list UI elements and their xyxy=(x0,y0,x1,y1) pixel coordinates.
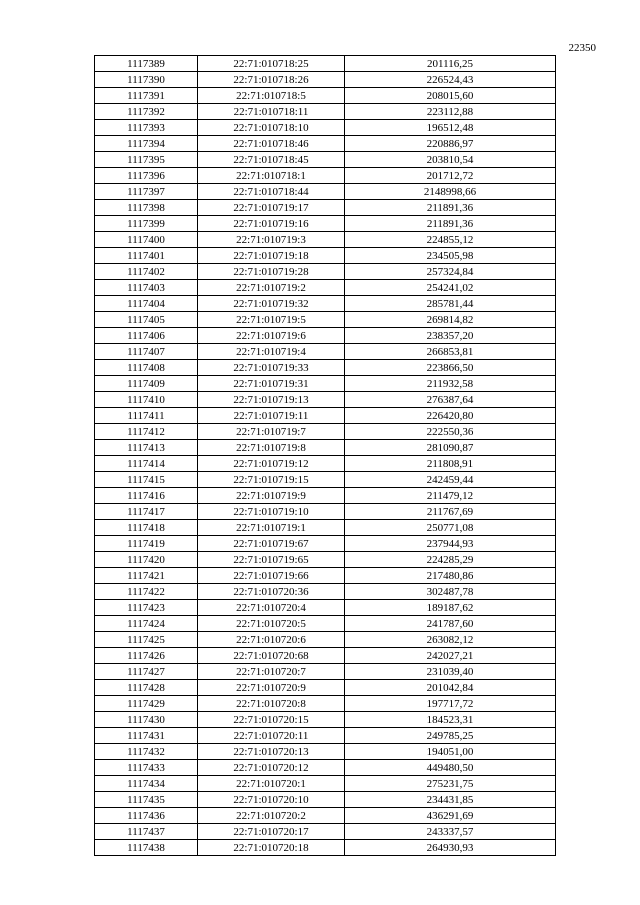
cadastral-number-cell: 22:71:010719:13 xyxy=(198,392,345,408)
row-number-cell: 1117416 xyxy=(95,488,198,504)
table-row xyxy=(95,760,556,776)
cadastral-number-cell: 22:71:010718:11 xyxy=(198,104,345,120)
cadastral-value-cell: 208015,60 xyxy=(345,88,556,104)
row-number-cell: 1117425 xyxy=(95,632,198,648)
cadastral-number-cell: 22:71:010719:9 xyxy=(198,488,345,504)
row-number-cell: 1117409 xyxy=(95,376,198,392)
cadastral-number-cell: 22:71:010719:15 xyxy=(198,472,345,488)
table-row xyxy=(95,392,556,408)
table-row xyxy=(95,56,556,72)
row-number-cell: 1117419 xyxy=(95,536,198,552)
cadastral-number-cell: 22:71:010719:67 xyxy=(198,536,345,552)
table-row xyxy=(95,344,556,360)
cadastral-value-cell: 449480,50 xyxy=(345,760,556,776)
cadastral-number-cell: 22:71:010720:12 xyxy=(198,760,345,776)
table-row xyxy=(95,824,556,840)
row-number-cell: 1117427 xyxy=(95,664,198,680)
table-body xyxy=(95,56,556,856)
cadastral-value-cell: 220886,97 xyxy=(345,136,556,152)
cadastral-number-cell: 22:71:010720:68 xyxy=(198,648,345,664)
table-row xyxy=(95,600,556,616)
row-number-cell: 1117434 xyxy=(95,776,198,792)
row-number-cell: 1117389 xyxy=(95,56,198,72)
row-number-cell: 1117415 xyxy=(95,472,198,488)
row-number-cell: 1117432 xyxy=(95,744,198,760)
cadastral-number-cell: 22:71:010720:6 xyxy=(198,632,345,648)
table-row xyxy=(95,568,556,584)
table-row xyxy=(95,584,556,600)
cadastral-value-cell: 436291,69 xyxy=(345,808,556,824)
table-row xyxy=(95,632,556,648)
row-number-cell: 1117431 xyxy=(95,728,198,744)
row-number-cell: 1117433 xyxy=(95,760,198,776)
cadastral-number-cell: 22:71:010719:7 xyxy=(198,424,345,440)
cadastral-number-cell: 22:71:010718:44 xyxy=(198,184,345,200)
cadastral-value-cell: 234431,85 xyxy=(345,792,556,808)
cadastral-number-cell: 22:71:010720:5 xyxy=(198,616,345,632)
row-number-cell: 1117399 xyxy=(95,216,198,232)
cadastral-value-cell: 2148998,66 xyxy=(345,184,556,200)
cadastral-number-cell: 22:71:010720:15 xyxy=(198,712,345,728)
cadastral-number-cell: 22:71:010719:4 xyxy=(198,344,345,360)
cadastral-number-cell: 22:71:010719:10 xyxy=(198,504,345,520)
table-row xyxy=(95,296,556,312)
row-number-cell: 1117406 xyxy=(95,328,198,344)
cadastral-value-cell: 242459,44 xyxy=(345,472,556,488)
row-number-cell: 1117392 xyxy=(95,104,198,120)
cadastral-value-cell: 275231,75 xyxy=(345,776,556,792)
row-number-cell: 1117403 xyxy=(95,280,198,296)
cadastral-value-cell: 250771,08 xyxy=(345,520,556,536)
table-row xyxy=(95,776,556,792)
cadastral-value-cell: 276387,64 xyxy=(345,392,556,408)
row-number-cell: 1117402 xyxy=(95,264,198,280)
cadastral-value-cell: 197717,72 xyxy=(345,696,556,712)
table-row xyxy=(95,792,556,808)
row-number-cell: 1117410 xyxy=(95,392,198,408)
row-number-cell: 1117400 xyxy=(95,232,198,248)
cadastral-value-cell: 238357,20 xyxy=(345,328,556,344)
page-number: 22350 xyxy=(568,42,596,54)
row-number-cell: 1117437 xyxy=(95,824,198,840)
cadastral-value-cell: 231039,40 xyxy=(345,664,556,680)
cadastral-value-cell: 266853,81 xyxy=(345,344,556,360)
cadastral-value-cell: 249785,25 xyxy=(345,728,556,744)
table-row xyxy=(95,72,556,88)
cadastral-value-cell: 257324,84 xyxy=(345,264,556,280)
row-number-cell: 1117428 xyxy=(95,680,198,696)
cadastral-number-cell: 22:71:010719:18 xyxy=(198,248,345,264)
row-number-cell: 1117424 xyxy=(95,616,198,632)
cadastral-value-cell: 211767,69 xyxy=(345,504,556,520)
row-number-cell: 1117423 xyxy=(95,600,198,616)
cadastral-value-cell: 234505,98 xyxy=(345,248,556,264)
cadastral-number-cell: 22:71:010719:16 xyxy=(198,216,345,232)
cadastral-number-cell: 22:71:010719:31 xyxy=(198,376,345,392)
row-number-cell: 1117417 xyxy=(95,504,198,520)
table-row xyxy=(95,552,556,568)
cadastral-value-cell: 201042,84 xyxy=(345,680,556,696)
cadastral-number-cell: 22:71:010720:4 xyxy=(198,600,345,616)
cadastral-number-cell: 22:71:010719:1 xyxy=(198,520,345,536)
row-number-cell: 1117430 xyxy=(95,712,198,728)
cadastral-number-cell: 22:71:010720:36 xyxy=(198,584,345,600)
row-number-cell: 1117391 xyxy=(95,88,198,104)
row-number-cell: 1117435 xyxy=(95,792,198,808)
cadastral-number-cell: 22:71:010718:1 xyxy=(198,168,345,184)
table-row xyxy=(95,104,556,120)
cadastral-value-cell: 217480,86 xyxy=(345,568,556,584)
row-number-cell: 1117396 xyxy=(95,168,198,184)
row-number-cell: 1117420 xyxy=(95,552,198,568)
row-number-cell: 1117414 xyxy=(95,456,198,472)
cadastral-value-cell: 226524,43 xyxy=(345,72,556,88)
row-number-cell: 1117426 xyxy=(95,648,198,664)
row-number-cell: 1117397 xyxy=(95,184,198,200)
table-row xyxy=(95,312,556,328)
cadastral-value-cell: 223112,88 xyxy=(345,104,556,120)
cadastral-number-cell: 22:71:010718:46 xyxy=(198,136,345,152)
cadastral-number-cell: 22:71:010718:26 xyxy=(198,72,345,88)
table-row xyxy=(95,200,556,216)
table-row xyxy=(95,280,556,296)
row-number-cell: 1117438 xyxy=(95,840,198,856)
cadastral-value-cell: 194051,00 xyxy=(345,744,556,760)
cadastral-value-cell: 223866,50 xyxy=(345,360,556,376)
cadastral-value-cell: 224855,12 xyxy=(345,232,556,248)
cadastral-value-cell: 241787,60 xyxy=(345,616,556,632)
cadastral-number-cell: 22:71:010719:12 xyxy=(198,456,345,472)
cadastral-number-cell: 22:71:010720:17 xyxy=(198,824,345,840)
cadastral-number-cell: 22:71:010719:32 xyxy=(198,296,345,312)
table-row xyxy=(95,712,556,728)
cadastral-number-cell: 22:71:010719:66 xyxy=(198,568,345,584)
cadastral-number-cell: 22:71:010720:9 xyxy=(198,680,345,696)
cadastral-value-table xyxy=(94,55,556,856)
cadastral-value-cell: 263082,12 xyxy=(345,632,556,648)
row-number-cell: 1117429 xyxy=(95,696,198,712)
cadastral-number-cell: 22:71:010719:28 xyxy=(198,264,345,280)
table-row xyxy=(95,808,556,824)
table-row xyxy=(95,440,556,456)
cadastral-number-cell: 22:71:010720:10 xyxy=(198,792,345,808)
table-row xyxy=(95,136,556,152)
cadastral-value-cell: 201712,72 xyxy=(345,168,556,184)
cadastral-value-cell: 302487,78 xyxy=(345,584,556,600)
table-row xyxy=(95,152,556,168)
cadastral-number-cell: 22:71:010720:8 xyxy=(198,696,345,712)
row-number-cell: 1117412 xyxy=(95,424,198,440)
table-row xyxy=(95,408,556,424)
cadastral-value-cell: 269814,82 xyxy=(345,312,556,328)
table-row xyxy=(95,504,556,520)
cadastral-value-cell: 264930,93 xyxy=(345,840,556,856)
cadastral-value-cell: 285781,44 xyxy=(345,296,556,312)
cadastral-number-cell: 22:71:010719:65 xyxy=(198,552,345,568)
row-number-cell: 1117421 xyxy=(95,568,198,584)
cadastral-number-cell: 22:71:010719:17 xyxy=(198,200,345,216)
table-row xyxy=(95,168,556,184)
cadastral-number-cell: 22:71:010718:25 xyxy=(198,56,345,72)
row-number-cell: 1117393 xyxy=(95,120,198,136)
table-row xyxy=(95,744,556,760)
table-row xyxy=(95,376,556,392)
cadastral-number-cell: 22:71:010719:3 xyxy=(198,232,345,248)
table-row xyxy=(95,472,556,488)
row-number-cell: 1117404 xyxy=(95,296,198,312)
cadastral-number-cell: 22:71:010719:33 xyxy=(198,360,345,376)
cadastral-value-cell: 281090,87 xyxy=(345,440,556,456)
row-number-cell: 1117408 xyxy=(95,360,198,376)
row-number-cell: 1117401 xyxy=(95,248,198,264)
cadastral-value-cell: 254241,02 xyxy=(345,280,556,296)
row-number-cell: 1117413 xyxy=(95,440,198,456)
cadastral-number-cell: 22:71:010720:18 xyxy=(198,840,345,856)
row-number-cell: 1117390 xyxy=(95,72,198,88)
row-number-cell: 1117411 xyxy=(95,408,198,424)
cadastral-value-cell: 211932,58 xyxy=(345,376,556,392)
row-number-cell: 1117436 xyxy=(95,808,198,824)
cadastral-value-cell: 196512,48 xyxy=(345,120,556,136)
table-row xyxy=(95,616,556,632)
cadastral-value-cell: 211479,12 xyxy=(345,488,556,504)
cadastral-value-cell: 201116,25 xyxy=(345,56,556,72)
table-row xyxy=(95,520,556,536)
table-row xyxy=(95,536,556,552)
table-row xyxy=(95,88,556,104)
cadastral-number-cell: 22:71:010720:7 xyxy=(198,664,345,680)
cadastral-value-cell: 189187,62 xyxy=(345,600,556,616)
cadastral-number-cell: 22:71:010719:11 xyxy=(198,408,345,424)
cadastral-number-cell: 22:71:010719:6 xyxy=(198,328,345,344)
table-row xyxy=(95,840,556,856)
cadastral-value-cell: 184523,31 xyxy=(345,712,556,728)
table-row xyxy=(95,264,556,280)
row-number-cell: 1117407 xyxy=(95,344,198,360)
cadastral-value-cell: 243337,57 xyxy=(345,824,556,840)
table-row xyxy=(95,232,556,248)
table-row xyxy=(95,488,556,504)
cadastral-number-cell: 22:71:010720:13 xyxy=(198,744,345,760)
cadastral-number-cell: 22:71:010719:5 xyxy=(198,312,345,328)
cadastral-value-cell: 222550,36 xyxy=(345,424,556,440)
cadastral-value-cell: 211808,91 xyxy=(345,456,556,472)
table-row xyxy=(95,680,556,696)
cadastral-number-cell: 22:71:010719:8 xyxy=(198,440,345,456)
table-row xyxy=(95,728,556,744)
cadastral-value-cell: 203810,54 xyxy=(345,152,556,168)
table-row xyxy=(95,328,556,344)
table-row xyxy=(95,216,556,232)
table-row xyxy=(95,456,556,472)
cadastral-value-cell: 242027,21 xyxy=(345,648,556,664)
cadastral-value-cell: 237944,93 xyxy=(345,536,556,552)
table-row xyxy=(95,184,556,200)
row-number-cell: 1117395 xyxy=(95,152,198,168)
cadastral-value-cell: 211891,36 xyxy=(345,200,556,216)
cadastral-number-cell: 22:71:010718:10 xyxy=(198,120,345,136)
table-row xyxy=(95,424,556,440)
table-row xyxy=(95,360,556,376)
cadastral-number-cell: 22:71:010720:2 xyxy=(198,808,345,824)
table-row xyxy=(95,120,556,136)
table-row xyxy=(95,648,556,664)
table-row xyxy=(95,696,556,712)
cadastral-number-cell: 22:71:010718:45 xyxy=(198,152,345,168)
cadastral-number-cell: 22:71:010718:5 xyxy=(198,88,345,104)
cadastral-value-cell: 224285,29 xyxy=(345,552,556,568)
cadastral-number-cell: 22:71:010720:1 xyxy=(198,776,345,792)
cadastral-value-cell: 226420,80 xyxy=(345,408,556,424)
cadastral-number-cell: 22:71:010720:11 xyxy=(198,728,345,744)
row-number-cell: 1117398 xyxy=(95,200,198,216)
row-number-cell: 1117394 xyxy=(95,136,198,152)
cadastral-number-cell: 22:71:010719:2 xyxy=(198,280,345,296)
row-number-cell: 1117418 xyxy=(95,520,198,536)
row-number-cell: 1117405 xyxy=(95,312,198,328)
table-row xyxy=(95,664,556,680)
table-row xyxy=(95,248,556,264)
row-number-cell: 1117422 xyxy=(95,584,198,600)
cadastral-value-cell: 211891,36 xyxy=(345,216,556,232)
